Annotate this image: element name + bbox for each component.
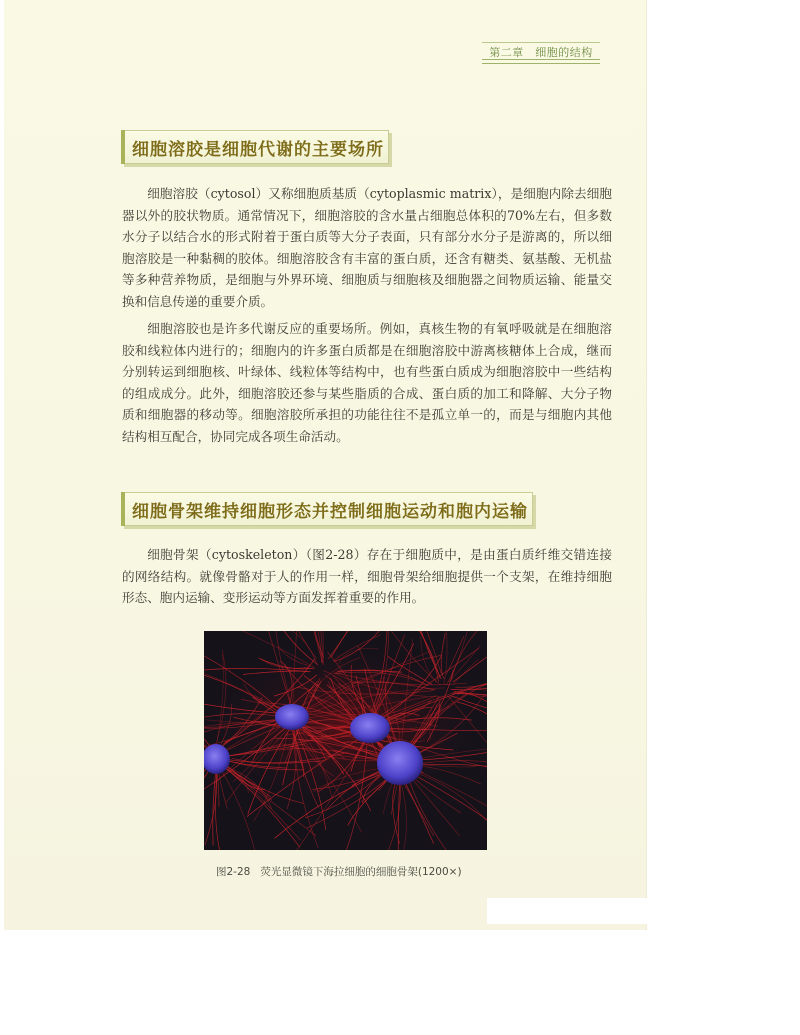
figure-caption <box>216 864 516 879</box>
title-accent-bar <box>121 492 125 526</box>
nucleus <box>350 713 390 743</box>
figure-caption-text: 荧光显微镜下海拉细胞的细胞骨架(1200×) <box>260 866 462 878</box>
textbook-page <box>4 0 647 930</box>
micrograph-image <box>204 631 487 850</box>
nucleus <box>275 704 309 730</box>
scan-blank-patch <box>487 898 647 924</box>
paragraph-cytosol-definition: 细胞溶胶（cytosol）又称细胞质基质（cytoplasmic matrix），是细胞内除去细胞器以外的胶状物质。通常情况下，细胞溶胶的含水量占细胞总体积的70%左右，但多数水分子以结合水的形式附着于蛋白质等大分子表面，只有部分水分子是游离的，所以细胞溶胶是一种黏稠的胶体。细胞溶胶含有丰富的蛋白质，还含有糖类、氨基酸、无机盐等多种营养物质，是细胞与外界环境、细胞质与细胞核及细胞器之间物质运输、能量交换和信息传递的重要介质。 <box>122 186 612 309</box>
title-accent-bar <box>121 130 125 164</box>
paragraph-cytoskeleton: 细胞骨架（cytoskeleton）（图2-28）存在于细胞质中，是由蛋白质纤维交错连接的网络结构。就像骨骼对于人的作用一样，细胞骨架给细胞提供一个支架，在维持细胞形态、胞内运输、变形运动等方面发挥着重要的作用。 <box>122 547 612 605</box>
running-head-text: 第二章 细胞的结构 <box>489 46 593 59</box>
section-title-cytoskeleton <box>121 492 533 526</box>
nucleus <box>377 741 423 785</box>
figure-number: 图2-28 <box>216 866 251 878</box>
section-title-text: 细胞骨架维持细胞形态并控制细胞运动和胞内运输 <box>132 501 528 522</box>
section-title-cytosol <box>121 130 389 164</box>
section-title-text: 细胞溶胶是细胞代谢的主要场所 <box>132 139 384 160</box>
running-head-bottom-rule <box>482 59 600 64</box>
running-head <box>482 40 600 64</box>
paragraph-cytosol-metabolism: 细胞溶胶也是许多代谢反应的重要场所。例如，真核生物的有氧呼吸就是在细胞溶胶和线粒体内进行的；细胞内的许多蛋白质都是在细胞溶胶中游离核糖体上合成，继而分别转运到细胞核、叶绿体、线粒体等结构中，也有些蛋白质成为细胞溶胶中一些结构的组成成分。此外，细胞溶胶还参与某些脂质的合成、蛋白质的加工和降解、大分子物质和细胞器的移动等。细胞溶胶所承担的功能往往不是孤立单一的，而是与细胞内其他结构相互配合，协同完成各项生命活动。 <box>122 321 612 444</box>
figure-hela-cytoskeleton-micrograph <box>204 631 487 850</box>
running-head-top-rule <box>482 42 600 43</box>
